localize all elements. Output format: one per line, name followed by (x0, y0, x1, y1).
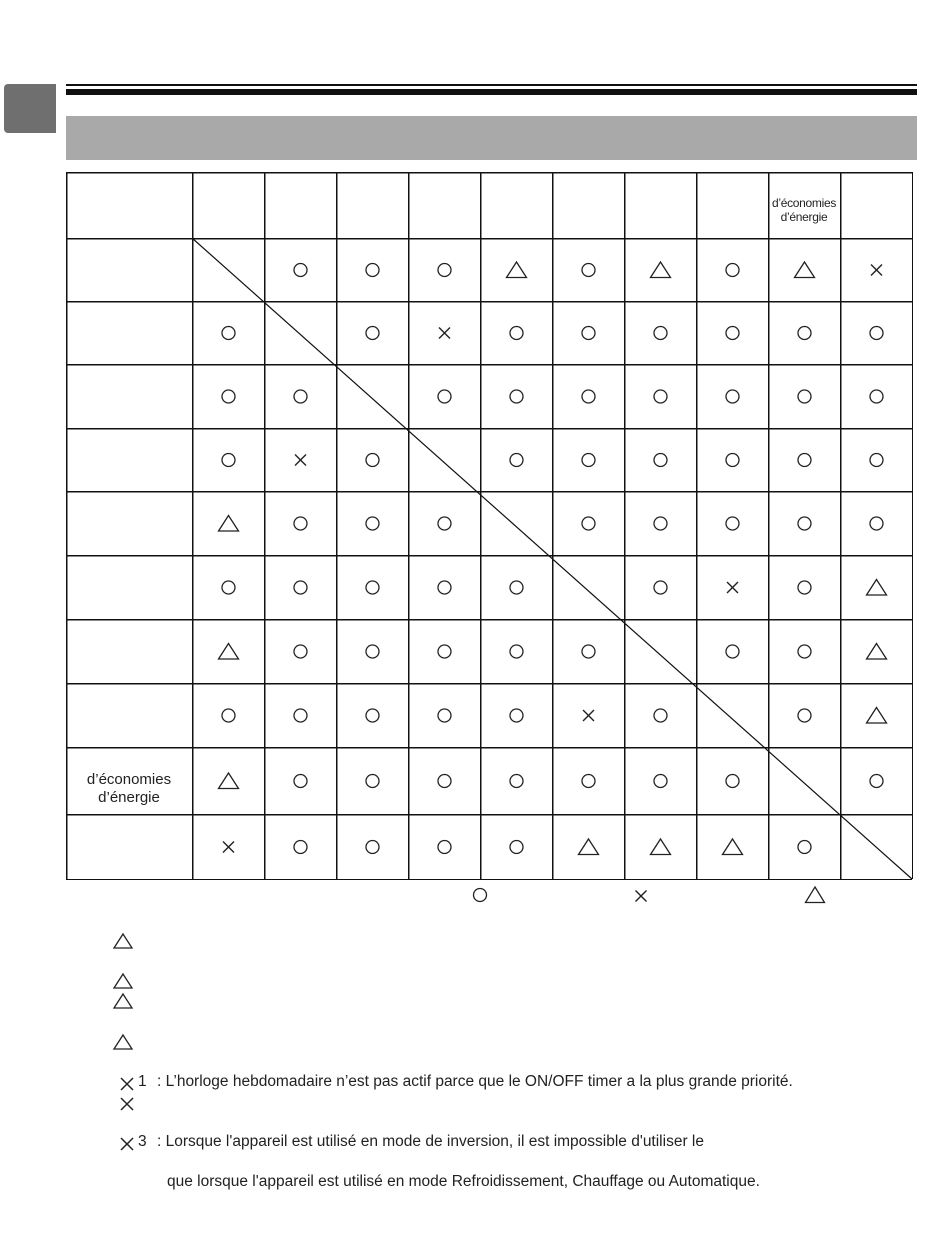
circle-icon (654, 454, 667, 467)
circle-icon (726, 327, 739, 340)
note-triangle-icon (112, 992, 134, 1010)
circle-icon (438, 841, 451, 854)
circle-icon (654, 390, 667, 403)
circle-icon (366, 775, 379, 788)
circle-icon (294, 517, 307, 530)
circle-icon (654, 327, 667, 340)
note-1-number: 1 (138, 1073, 147, 1090)
circle-icon (438, 775, 451, 788)
circle-icon (798, 327, 811, 340)
circle-icon (510, 841, 523, 854)
circle-icon (294, 775, 307, 788)
circle-icon (870, 775, 883, 788)
circle-icon (510, 327, 523, 340)
header-rule-thin (66, 84, 917, 86)
circle-icon (438, 390, 451, 403)
triangle-icon (867, 644, 887, 660)
cross-icon (223, 842, 234, 853)
note-cross-icon (118, 1075, 136, 1093)
triangle-icon (219, 644, 239, 660)
circle-icon (510, 775, 523, 788)
circle-icon (870, 454, 883, 467)
circle-icon (870, 390, 883, 403)
circle-icon (726, 454, 739, 467)
circle-icon (582, 775, 595, 788)
triangle-icon (795, 262, 815, 278)
circle-icon (294, 841, 307, 854)
circle-icon (438, 581, 451, 594)
circle-icon (510, 390, 523, 403)
circle-icon (366, 454, 379, 467)
circle-icon (726, 264, 739, 277)
circle-icon (294, 645, 307, 658)
triangle-icon (219, 516, 239, 532)
note-cross-icon (118, 1095, 136, 1113)
circle-icon (798, 581, 811, 594)
legend-circle-icon (471, 886, 489, 904)
circle-icon (654, 517, 667, 530)
column-header: d’économies d’énergie (771, 196, 837, 225)
chapter-tab (4, 84, 56, 133)
circle-icon (366, 645, 379, 658)
cross-icon (727, 582, 738, 593)
section-title-band (66, 116, 917, 160)
circle-icon (510, 645, 523, 658)
circle-icon (366, 517, 379, 530)
triangle-icon (219, 773, 239, 789)
circle-icon (582, 454, 595, 467)
circle-icon (294, 264, 307, 277)
legend-cross-icon (632, 887, 650, 905)
circle-icon (582, 264, 595, 277)
circle-icon (798, 517, 811, 530)
circle-icon (582, 645, 595, 658)
circle-icon (438, 645, 451, 658)
circle-icon (798, 454, 811, 467)
triangle-icon (867, 708, 887, 724)
circle-icon (366, 581, 379, 594)
circle-icon (798, 645, 811, 658)
function-compatibility-table (66, 172, 912, 880)
note-cross-icon (118, 1135, 136, 1153)
circle-icon (582, 327, 595, 340)
note-triangle-icon (112, 932, 134, 950)
note-triangle-icon (112, 1033, 134, 1051)
circle-icon (294, 709, 307, 722)
note-triangle-icon (112, 972, 134, 990)
circle-icon (222, 327, 235, 340)
circle-icon (366, 327, 379, 340)
circle-icon (294, 390, 307, 403)
cross-icon (439, 328, 450, 339)
triangle-icon (651, 262, 671, 278)
triangle-icon (651, 839, 671, 855)
cross-icon (583, 710, 594, 721)
note-3-number: 3 (138, 1133, 147, 1150)
circle-icon (798, 390, 811, 403)
circle-icon (654, 775, 667, 788)
circle-icon (726, 517, 739, 530)
circle-icon (222, 454, 235, 467)
circle-icon (654, 581, 667, 594)
triangle-icon (723, 839, 743, 855)
triangle-icon (579, 839, 599, 855)
circle-icon (366, 841, 379, 854)
circle-icon (510, 709, 523, 722)
note-3-text: : Lorsque l'appareil est utilisé en mode de inversion, il est impossible d'utiliser le (157, 1133, 704, 1150)
circle-icon (870, 327, 883, 340)
note-1-text: : L’horloge hebdomadaire n’est pas actif parce que le ON/OFF timer a la plus grande priorité. (157, 1073, 793, 1090)
circle-icon (438, 709, 451, 722)
circle-icon (726, 390, 739, 403)
circle-icon (438, 264, 451, 277)
circle-icon (438, 517, 451, 530)
cross-icon (295, 455, 306, 466)
circle-icon (510, 581, 523, 594)
circle-icon (726, 775, 739, 788)
row-header: d’économies d’énergie (86, 771, 172, 806)
header-rule-thick (66, 89, 917, 95)
circle-icon (870, 517, 883, 530)
circle-icon (366, 264, 379, 277)
circle-icon (582, 517, 595, 530)
circle-icon (366, 709, 379, 722)
circle-icon (798, 709, 811, 722)
legend-triangle-icon (804, 885, 826, 905)
note-3-continuation: que lorsque l'appareil est utilisé en mode Refroidissement, Chauffage ou Automatique. (167, 1173, 760, 1190)
cross-icon (871, 265, 882, 276)
triangle-icon (507, 262, 527, 278)
circle-icon (294, 581, 307, 594)
circle-icon (222, 390, 235, 403)
circle-icon (726, 645, 739, 658)
circle-icon (654, 709, 667, 722)
circle-icon (510, 454, 523, 467)
circle-icon (798, 841, 811, 854)
triangle-icon (867, 580, 887, 596)
circle-icon (222, 581, 235, 594)
circle-icon (582, 390, 595, 403)
table-grid (66, 172, 913, 880)
circle-icon (222, 709, 235, 722)
